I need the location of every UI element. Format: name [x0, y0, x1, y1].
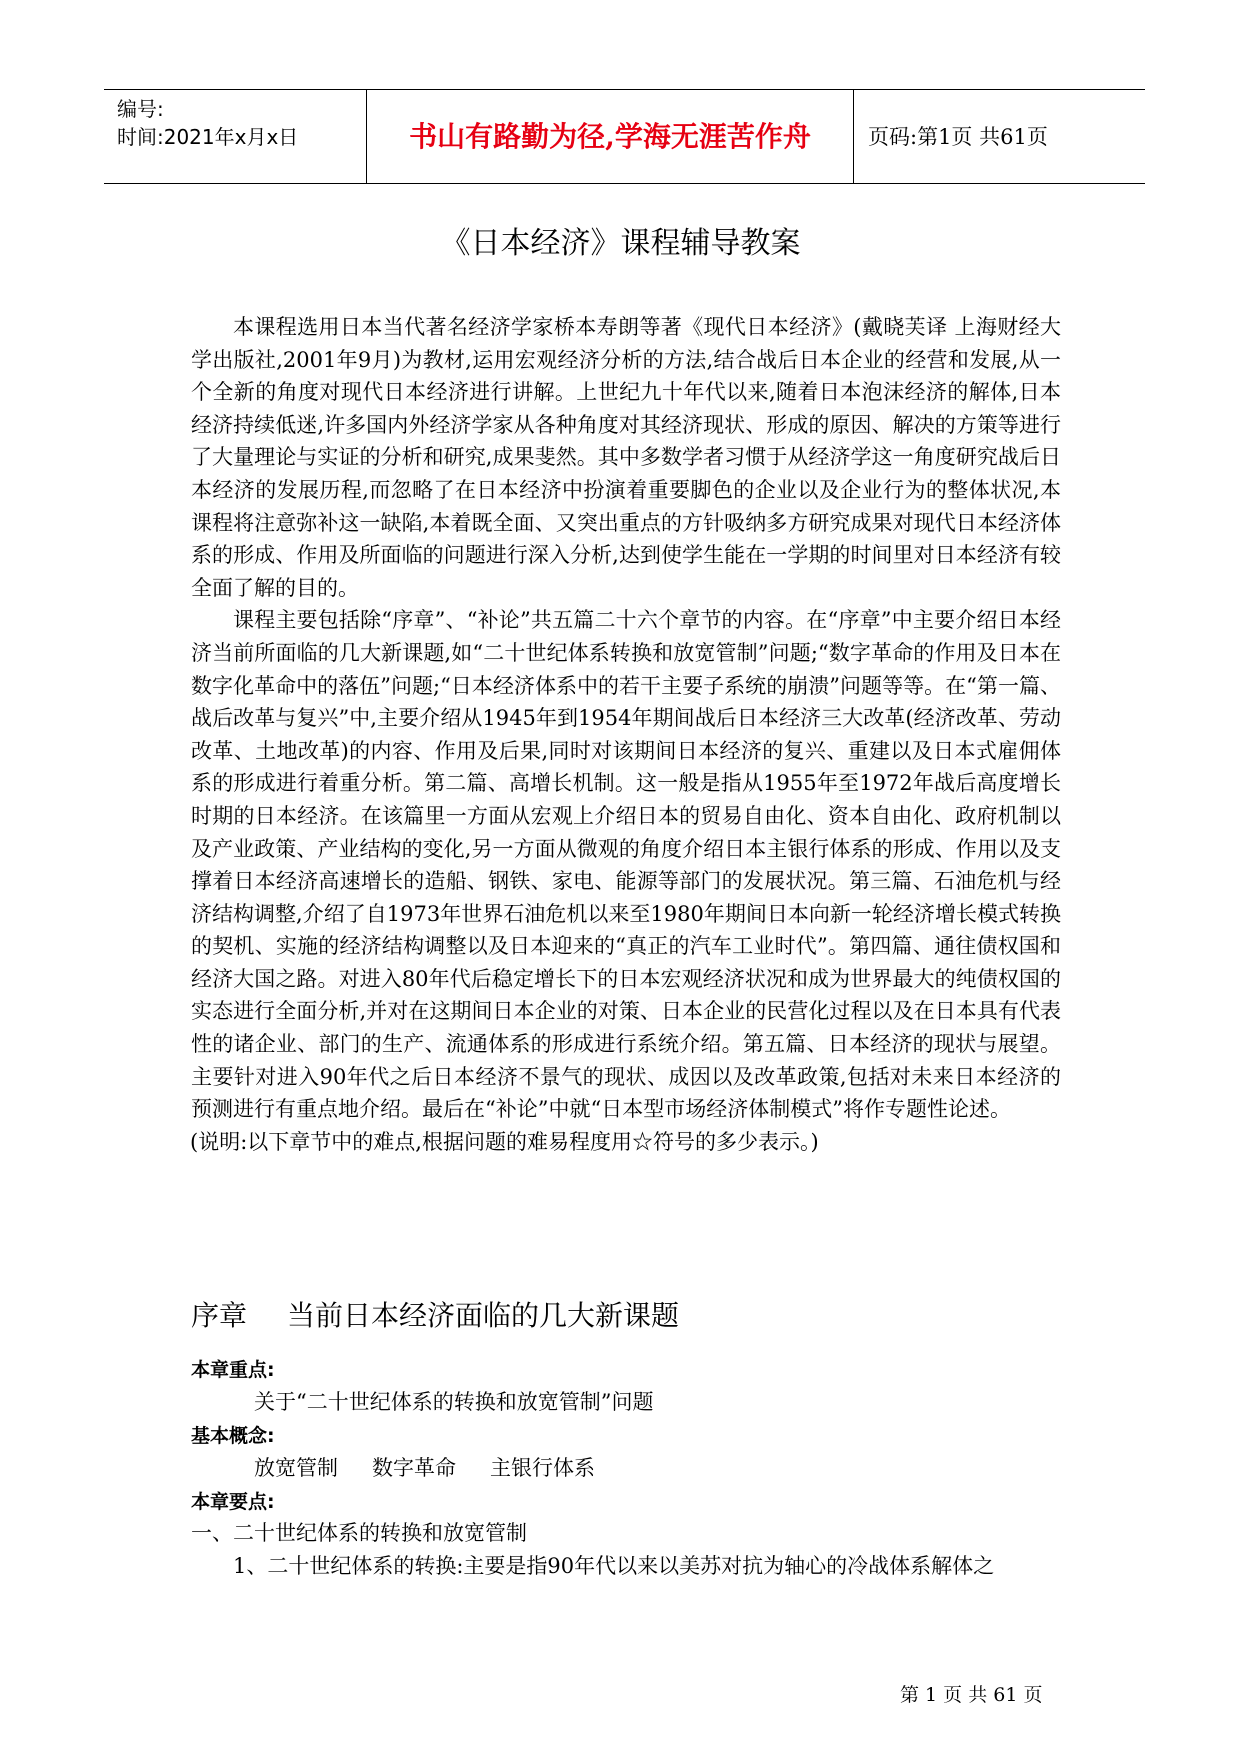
essential-heading: 一、二十世纪体系的转换和放宽管制	[191, 1521, 527, 1545]
page-footer: 第 1 页 共 61 页	[900, 1684, 1043, 1706]
document-title: 《日本经济》课程辅导教案	[440, 226, 801, 261]
header-page-cell	[854, 90, 1145, 183]
chapter-title-text: 当前日本经济面临的几大新课题	[287, 1299, 680, 1332]
chapter-prefix: 序章	[191, 1299, 248, 1332]
header-info-cell	[104, 90, 367, 183]
motto: 书山有路勤为径,学海无涯苦作舟	[409, 120, 811, 153]
document-header	[104, 89, 1145, 184]
concepts-list	[254, 1453, 629, 1483]
difficulty-note: (说明:以下章节中的难点,根据问题的难易程度用☆符号的多少表示。)	[190, 1129, 819, 1154]
header-motto-cell	[367, 90, 854, 183]
key-points-label: 本章重点:	[191, 1359, 275, 1381]
concept-item: 主银行体系	[490, 1456, 595, 1480]
concept-item: 放宽管制	[254, 1456, 338, 1480]
intro-paragraph: 本课程选用日本当代著名经济学家桥本寿朗等著《现代日本经济》(戴晓芙译 上海财经大学出版社,2001年9月)为教材,运用宏观经济分析的方法,结合战后日本企业的经营和发展,从一个全新的角度对现代日本经济进行讲解。上世纪九十年代以来,随着日本泡沫经济的解体,日本经济持续低迷,许多国内外经济学家从各种角度对其经济现状、形成的原因、解决的方策等进行了大量理论与实证的分析和研究,成果斐然。其中多数学者习惯于从经济学这一角度研究战后日本经济的发展历程,而忽略了在日本经济中扮演着重要脚色的企业以及企业行为的整体状况,本课程将注意弥补这一缺陷,本着既全面、又突出重点的方针吸纳多方研究成果对现代日本经济体系的形成、作用及所面临的问题进行深入分析,达到使学生能在一学期的时间里对日本经济有较全面了解的目的。	[191, 315, 1061, 600]
time-label: 时间:2021年x月x日	[117, 125, 299, 149]
essential-item: 1、二十世纪体系的转换:主要是指90年代以来以美苏对抗为轴心的冷战体系解体之	[233, 1554, 995, 1578]
concept-item: 数字革命	[372, 1456, 456, 1480]
key-point: 关于“二十世纪体系的转换和放宽管制”问题	[254, 1390, 654, 1414]
page-info: 页码:第1页 共61页	[868, 125, 1048, 149]
intro-paragraph: 课程主要包括除“序章”、“补论”共五篇二十六个章节的内容。在“序章”中主要介绍日本经济当前所面临的几大新课题,如“二十世纪体系转换和放宽管制”问题;“数字革命的作用及日本在数字化革命中的落伍”问题;“日本经济体系中的若干主要子系统的崩溃”问题等等。在“第一篇、战后改革与复兴”中,主要介绍从1945年到1954年期间战后日本经济三大改革(经济改革、劳动改革、土地改革)的内容、作用及后果,同时对该期间日本经济的复兴、重建以及日本式雇佣体系的形成进行着重分析。第二篇、高增长机制。这一般是指从1955年至1972年战后高度增长时期的日本经济。在该篇里一方面从宏观上介绍日本的贸易自由化、资本自由化、政府机制以及产业政策、产业结构的变化,另一方面从微观的角度介绍日本主银行体系的形成、作用以及支撑着日本经济高速增长的造船、钢铁、家电、能源等部门的发展状况。第三篇、石油危机与经济结构调整,介绍了自1973年世界石油危机以来至1980年期间日本向新一轮经济增长模式转换的契机、实施的经济结构调整以及日本迎来的“真正的汽车工业时代”。第四篇、通往债权国和经济大国之路。对进入80年代后稳定增长下的日本宏观经济状况和成为世界最大的纯债权国的实态进行全面分析,并对在这期间日本企业的对策、日本企业的民营化过程以及在日本具有代表性的诸企业、部门的生产、流通体系的形成进行系统介绍。第五篇、日本经济的现状与展望。主要针对进入90年代之后日本经济不景气的现状、成因以及改革政策,包括对未来日本经济的预测进行有重点地介绍。最后在“补论”中就“日本型市场经济体制模式”将作专题性论述。	[191, 608, 1061, 1122]
concepts-label: 基本概念:	[191, 1425, 275, 1447]
chapter-title	[191, 1297, 679, 1335]
essentials-label: 本章要点:	[191, 1491, 275, 1513]
number-label: 编号:	[117, 97, 164, 121]
intro-section	[191, 311, 1061, 1158]
